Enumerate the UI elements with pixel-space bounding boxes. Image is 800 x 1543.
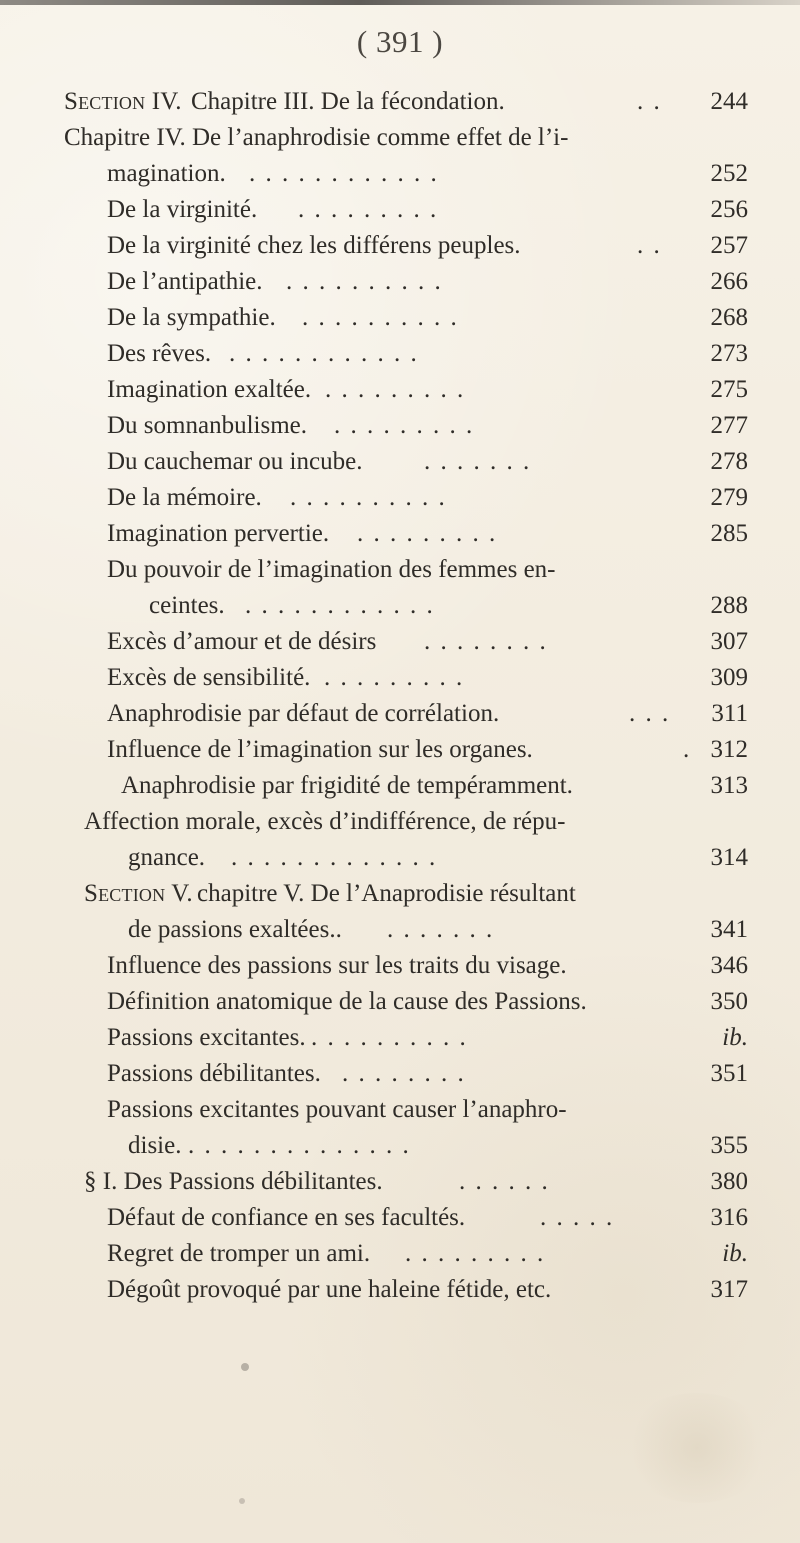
entry-page-number: 279	[710, 484, 748, 511]
scan-top-rule	[0, 0, 800, 5]
entry-title: Dégoût provoqué par une haleine fétide, etc.	[107, 1276, 552, 1303]
entry-leader-dots: . . . . . . . .	[424, 628, 548, 655]
entry-leader-dots: . . . . . . . . . . . . .	[231, 844, 438, 871]
entry-leader-dots: . . . . . . . . . . . .	[229, 340, 419, 367]
entry-leader-dots: . . . . . . . . . .	[286, 268, 443, 295]
entry-title: Imagination exaltée.	[107, 376, 312, 403]
entry-page-number: 317	[710, 1276, 748, 1303]
section-prefix: Section V.	[84, 880, 193, 907]
entry-title: Chapitre IV. De l’anaphrodisie comme effet de l’i-	[64, 124, 569, 151]
entry-title: De l’antipathie.	[107, 268, 263, 295]
paper-stain	[622, 1393, 772, 1503]
entry-title: § I. Des Passions débilitantes.	[84, 1168, 383, 1195]
toc-entry	[0, 406, 800, 446]
entry-title: Influence des passions sur les traits du visage.	[107, 952, 567, 979]
toc-entry	[0, 154, 800, 194]
entry-leader-dots: . . . . . . . . .	[324, 664, 465, 691]
section-prefix: Section IV.	[64, 88, 182, 115]
entry-title: de passions exaltées..	[128, 916, 342, 943]
entry-page-number: 346	[710, 952, 748, 979]
entry-leader-dots: . . . . . . . . . . . .	[249, 160, 439, 187]
entry-leader-dots: . . . . . . . . .	[405, 1240, 546, 1267]
entry-title: gnance.	[128, 844, 206, 871]
entry-page-number: ib.	[722, 1240, 748, 1267]
toc-entry	[0, 1126, 800, 1166]
entry-page-number: 312	[710, 736, 748, 763]
toc-entry	[0, 82, 800, 122]
toc-entry	[0, 334, 800, 374]
toc-entry	[0, 550, 800, 590]
entry-page-number: 266	[710, 268, 748, 295]
toc-entry	[0, 226, 800, 266]
toc-entry	[0, 370, 800, 410]
toc-entry	[0, 694, 800, 734]
entry-title: Du cauchemar ou incube.	[107, 448, 363, 475]
toc-entry	[0, 1234, 800, 1274]
toc-entry	[0, 874, 800, 914]
entry-leader-dots: . . . . . . . . . .	[302, 304, 459, 331]
entry-leader-dots: . . . . .	[540, 1204, 615, 1231]
entry-title: chapitre V. De l’Anaprodisie résultant	[197, 880, 576, 907]
entry-page-number: 244	[710, 88, 748, 115]
toc-entry	[0, 262, 800, 302]
entry-title: Influence de l’imagination sur les organes.	[107, 736, 533, 763]
entry-title: Chapitre III. De la fécondation.	[191, 88, 505, 115]
page-number-header: ( 391 )	[356, 24, 444, 59]
entry-page-number: 316	[710, 1204, 748, 1231]
entry-page-number: 351	[710, 1060, 748, 1087]
entry-title: Du pouvoir de l’imagination des femmes en-	[107, 556, 556, 583]
entry-page-number: 309	[710, 664, 748, 691]
entry-title: Excès de sensibilité.	[107, 664, 311, 691]
entry-page-number: 350	[710, 988, 748, 1015]
toc-entry	[0, 766, 800, 806]
entry-title: De la virginité chez les différens peuples.	[107, 232, 521, 259]
entry-page-number: 256	[710, 196, 748, 223]
entry-page-number: 314	[710, 844, 748, 871]
toc-entry	[0, 982, 800, 1022]
entry-page-number: 307	[710, 628, 748, 655]
entry-leader-dots: . .	[637, 232, 662, 259]
toc-entry	[0, 442, 800, 482]
toc-entry	[0, 658, 800, 698]
entry-title: disie.	[128, 1132, 182, 1159]
entry-page-number: 341	[710, 916, 748, 943]
toc-entry	[0, 1054, 800, 1094]
entry-title: Définition anatomique de la cause des Passions.	[107, 988, 587, 1015]
entry-title: De la virginité.	[107, 196, 258, 223]
entry-leader-dots: .	[683, 736, 692, 763]
entry-title: De la mémoire.	[107, 484, 262, 511]
toc-entry	[0, 1270, 800, 1310]
entry-page-number: 252	[710, 160, 748, 187]
entry-leader-dots: . . . . . . . . . .	[290, 484, 447, 511]
entry-title: Regret de tromper un ami.	[107, 1240, 371, 1267]
entry-title: Excès d’amour et de désirs	[107, 628, 377, 655]
entry-page-number: 288	[710, 592, 748, 619]
entry-page-number: 277	[710, 412, 748, 439]
entry-page-number: 273	[710, 340, 748, 367]
toc-entry	[0, 802, 800, 842]
entry-leader-dots: . . . . . . . . . . . . . .	[188, 1132, 411, 1159]
entry-leader-dots: . . . . . . .	[424, 448, 532, 475]
entry-title: magination.	[107, 160, 226, 187]
entry-page-number: 268	[710, 304, 748, 331]
ink-speck	[241, 1363, 249, 1371]
entry-leader-dots: . . . . . . . . .	[298, 196, 439, 223]
entry-title: Anaphrodisie par défaut de corrélation.	[107, 700, 500, 727]
toc-entry	[0, 730, 800, 770]
entry-title: Du somnanbulisme.	[107, 412, 307, 439]
entry-leader-dots: . . . . . . . . . .	[311, 1024, 468, 1051]
entry-page-number: 257	[710, 232, 748, 259]
toc-entry	[0, 586, 800, 626]
entry-title: Passions excitantes pouvant causer l’anaphro-	[107, 1096, 567, 1123]
entry-title: ceintes.	[149, 592, 225, 619]
toc-entry	[0, 1162, 800, 1202]
entry-page-number: ib.	[722, 1024, 748, 1051]
entry-title: Passions débilitantes.	[107, 1060, 321, 1087]
toc-entry	[0, 298, 800, 338]
toc-entry	[0, 1198, 800, 1238]
entry-leader-dots: . . . . . . . . .	[357, 520, 498, 547]
entry-leader-dots: . . . . . .	[459, 1168, 550, 1195]
entry-title: Passions excitantes.	[107, 1024, 306, 1051]
entry-title: Imagination pervertie.	[107, 520, 330, 547]
entry-page-number: 313	[710, 772, 748, 799]
entry-page-number: 355	[710, 1132, 748, 1159]
ink-speck	[239, 1498, 245, 1504]
entry-title: Des rêves.	[107, 340, 212, 367]
entry-title: Affection morale, excès d’indifférence, de répu-	[84, 808, 566, 835]
toc-entry	[0, 946, 800, 986]
entry-leader-dots: . . .	[629, 700, 671, 727]
entry-leader-dots: . . . . . . . .	[342, 1060, 466, 1087]
toc-entry	[0, 1018, 800, 1058]
entry-title: Défaut de confiance en ses facultés.	[107, 1204, 466, 1231]
toc-entry	[0, 1090, 800, 1130]
entry-title: De la sympathie.	[107, 304, 276, 331]
toc-entry	[0, 118, 800, 158]
entry-leader-dots: . .	[637, 88, 662, 115]
toc-entry	[0, 478, 800, 518]
entry-leader-dots: . . . . . . . . .	[325, 376, 466, 403]
toc-entry	[0, 910, 800, 950]
toc-entry	[0, 838, 800, 878]
entry-leader-dots: . . . . . . . . .	[334, 412, 475, 439]
entry-page-number: 285	[710, 520, 748, 547]
entry-title: Anaphrodisie par frigidité de tempéramment.	[121, 772, 573, 799]
entry-page-number: 380	[710, 1168, 748, 1195]
toc-entry	[0, 622, 800, 662]
toc-entry	[0, 514, 800, 554]
toc-entry	[0, 190, 800, 230]
entry-leader-dots: . . . . . . .	[387, 916, 495, 943]
entry-page-number: 275	[710, 376, 748, 403]
entry-page-number: 278	[710, 448, 748, 475]
entry-leader-dots: . . . . . . . . . . . .	[245, 592, 435, 619]
entry-page-number: 311	[711, 700, 748, 727]
